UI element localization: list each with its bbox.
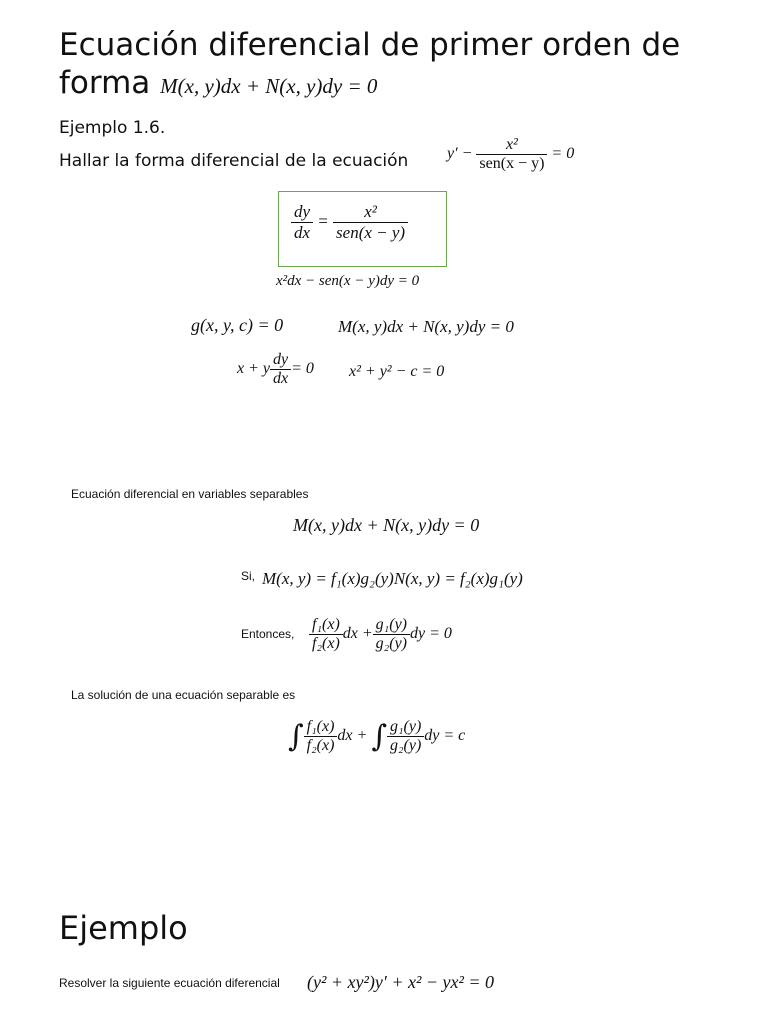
slide1-title-word: forma bbox=[59, 65, 151, 101]
differential-form-equation: x²dx − sen(x − y)dy = 0 bbox=[276, 273, 420, 289]
integral-sign-1: ∫ bbox=[288, 719, 304, 754]
entonces-frac1 bbox=[309, 616, 343, 653]
slide3-equation: (y² + xy²)y′ + x² − yx² = 0 bbox=[307, 972, 495, 992]
boxed-rhs-num: x² bbox=[333, 202, 408, 223]
entonces-n1: f₁(x) bbox=[309, 616, 343, 635]
boxed-lhs-fraction bbox=[291, 202, 313, 243]
slide1-title-equation: M(x, y)dx + N(x, y)dy = 0 bbox=[160, 74, 378, 98]
solution-mid: dx + bbox=[337, 727, 368, 745]
slide3-instruction: Resolver la siguiente ecuación diferencial bbox=[59, 976, 280, 990]
example-label: Ejemplo 1.6. bbox=[59, 118, 166, 138]
boxed-lhs-den: dx bbox=[294, 223, 311, 242]
boxed-rhs-fraction bbox=[333, 202, 408, 243]
solution-text: La solución de una ecuación separable es bbox=[71, 688, 296, 702]
main-eq-denominator bbox=[476, 155, 547, 173]
entonces-mid: dx + bbox=[342, 625, 373, 643]
solution-frac2 bbox=[387, 718, 424, 755]
mn-equation: M(x, y)dx + N(x, y)dy = 0 bbox=[338, 317, 514, 336]
main-eq-numerator: x² bbox=[476, 136, 547, 155]
slide1-title-line1: Ecuación diferencial de primer orden de bbox=[59, 27, 681, 63]
boxed-equation bbox=[291, 202, 408, 243]
entonces-end: dy = 0 bbox=[410, 625, 452, 643]
boxed-lhs-num: dy bbox=[291, 202, 313, 223]
slide3-title: Ejemplo bbox=[59, 909, 188, 947]
entonces-d2: g₂(y) bbox=[375, 635, 407, 652]
implicit-post: = 0 bbox=[291, 360, 314, 378]
boxed-rhs-den: sen(x − y) bbox=[336, 223, 406, 242]
solution-d2: g₂(y) bbox=[389, 737, 422, 754]
integral-sign-2: ∫ bbox=[371, 719, 387, 754]
solution-frac1 bbox=[304, 718, 338, 755]
entonces-n2: g₁(y) bbox=[373, 616, 410, 635]
solution-end: dy = c bbox=[424, 727, 466, 745]
instruction-text: Hallar la forma diferencial de la ecuación bbox=[59, 151, 409, 171]
main-eq-den-text: sen(x − y) bbox=[479, 155, 545, 172]
implicit-fraction bbox=[270, 351, 291, 388]
implicit-num: dy bbox=[270, 351, 291, 370]
separable-mn-equation: M(x, y)dx + N(x, y)dy = 0 bbox=[293, 515, 480, 535]
main-eq-fraction bbox=[476, 136, 547, 173]
solution-d1: f₂(x) bbox=[306, 737, 335, 754]
main-equation bbox=[447, 136, 574, 173]
solution-n1: f₁(x) bbox=[304, 718, 338, 737]
solution-n2: g₁(y) bbox=[387, 718, 424, 737]
si-equation: M(x, y) = f₁(x)g₂(y)N(x, y) = f₂(x)g₁(y) bbox=[262, 569, 523, 588]
main-eq-rhs: = 0 bbox=[551, 145, 575, 163]
implicit-equation bbox=[237, 351, 314, 388]
implicit-den: dx bbox=[273, 370, 289, 387]
si-label: Si, bbox=[241, 569, 256, 583]
main-eq-lhs: y′ − bbox=[447, 145, 473, 163]
g-equation: g(x, y, c) = 0 bbox=[191, 315, 284, 335]
solution-equation bbox=[288, 718, 465, 755]
circle-equation: x² + y² − c = 0 bbox=[349, 363, 445, 380]
entonces-label: Entonces, bbox=[241, 627, 295, 641]
slide1-title-line2 bbox=[59, 64, 377, 105]
separable-heading: Ecuación diferencial en variables separables bbox=[71, 487, 309, 501]
entonces-frac2 bbox=[373, 616, 410, 653]
implicit-pre: x + y bbox=[237, 360, 270, 378]
entonces-d1: f₂(x) bbox=[312, 635, 340, 652]
entonces-equation bbox=[309, 616, 452, 653]
boxed-equals: = bbox=[317, 211, 329, 231]
